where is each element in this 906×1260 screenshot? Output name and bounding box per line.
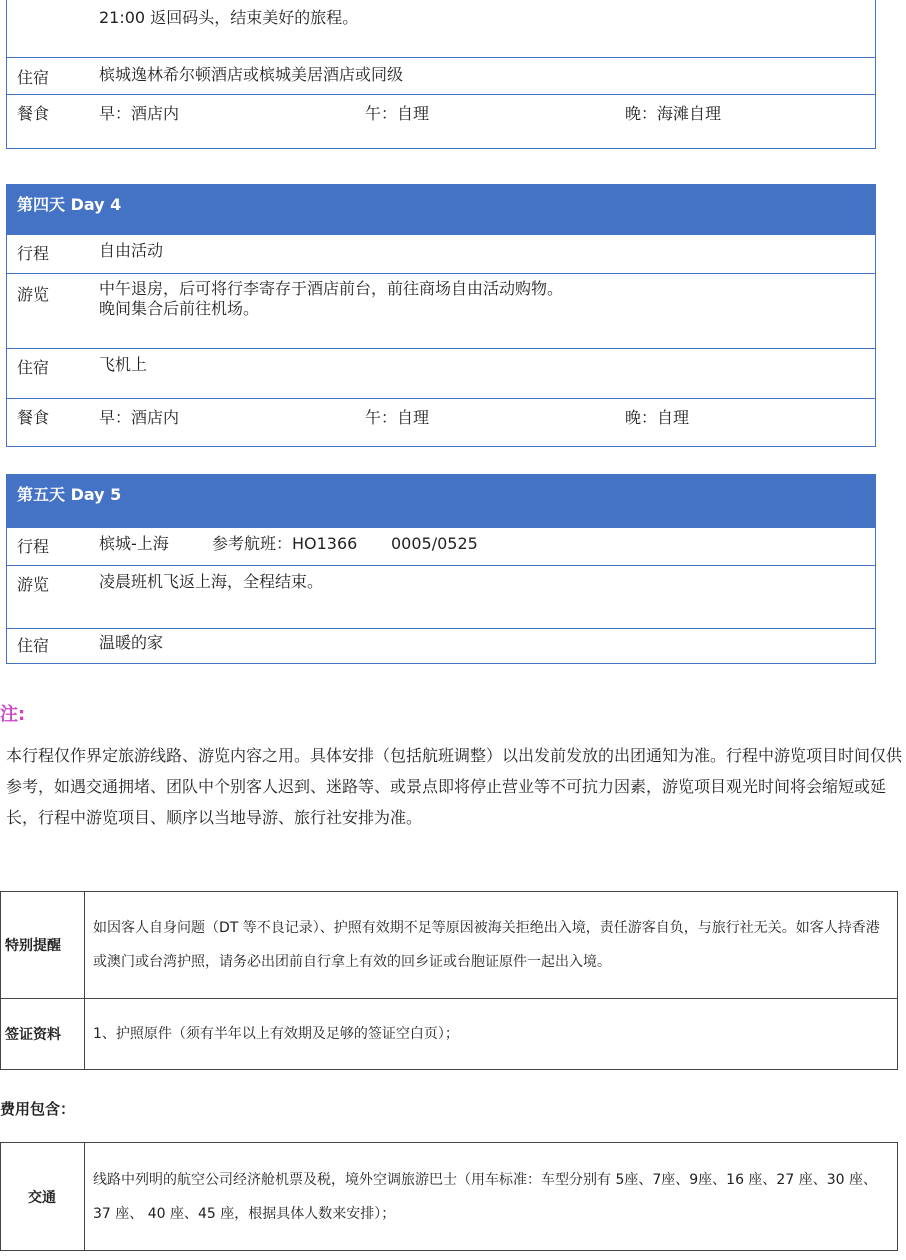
day4-tour-line2: 晚间集合后前往机场。 [99,299,260,318]
route-label: 行程 [17,537,50,556]
day4-hotel-row [7,348,875,398]
visa-label: 签证资料 [1,999,85,1070]
special-reminder-text: 如因客人自身问题（DT 等不良记录）、护照有效期不足等原因被海关拒绝出入境，责任游客自负，与旅行社无关。如客人持香港或澳门或台湾护照，请务必出团前自行拿上有效的回乡证或台胞证原件一起出入境。 [85,892,898,999]
note-title: 注: [0,704,26,725]
transport-text: 线路中列明的航空公司经济舱机票及税，境外空调旅游巴士（用车标准：车型分别有 5座、7座、9座、16 座、27 座、30 座、37 座、 40 座、45 座，根据具体人数来安排）； [85,1143,898,1251]
hotel-label: 住宿 [17,358,50,377]
day3-meal-row [7,94,875,149]
day4-meal-row [7,398,875,448]
day3-hotel-row [7,57,875,94]
day5-flight-label: 参考航班：HO1366 [212,534,358,553]
day4-tour-line1: 中午退房，后可将行李寄存于酒店前台，前往商场自由活动购物。 [99,279,564,298]
visa-text: 1、护照原件（须有半年以上有效期及足够的签证空白页）； [85,999,898,1070]
fees-table [0,1142,898,1251]
hotel-label: 住宿 [17,636,50,655]
day5-tour-row [7,565,875,628]
day5-flight-time: 0005/0525 [391,534,478,553]
hotel-label: 住宿 [17,68,50,87]
day5-hotel: 温暖的家 [99,633,164,652]
fees-title: 费用包含： [0,1100,76,1118]
day4-tour [99,279,563,319]
tour-label: 游览 [17,575,50,594]
meal-label: 餐食 [17,408,50,427]
day3-hotel: 槟城逸林希尔顿酒店或槟城美居酒店或同级 [99,65,404,84]
visa-row [1,999,898,1070]
day4-tour-row [7,273,875,348]
day4-table [6,184,876,447]
day4-title: 第四天 Day 4 [17,195,122,214]
special-reminder-row [1,892,898,999]
day4-dinner: 晚：自理 [625,408,690,427]
day3-activity: 21:00 返回码头，结束美好的旅程。 [99,8,359,27]
day4-header [7,185,875,235]
day4-hotel: 飞机上 [99,355,148,374]
day5-header [7,475,875,528]
day5-hotel-row [7,628,875,665]
day5-route-row [7,528,875,565]
note-text: 本行程仅作界定旅游线路、游览内容之用。具体安排（包括航班调整）以出发前发放的出团通知为准。行程中游览项目时间仅供参考，如遇交通拥堵、团队中个别客人迟到、迷路等、或景点即将停止营业等不可抗力因素，游览项目观光时间将会缩短或延长，行程中游览项目、顺序以当地导游、旅行社安排为准。 [6,746,903,827]
day5-route: 槟城-上海 [99,534,169,553]
day3-activity-row [7,0,875,57]
day4-route: 自由活动 [99,241,164,260]
day3-dinner: 晚：海滩自理 [625,104,722,123]
day5-title: 第五天 Day 5 [17,485,122,504]
reminders-table [0,891,898,1070]
transport-row [1,1143,898,1251]
day3-breakfast: 早：酒店内 [99,104,180,123]
route-label: 行程 [17,244,50,263]
special-reminder-label: 特别提醒 [1,892,85,999]
day4-lunch: 午：自理 [365,408,430,427]
tour-label: 游览 [17,285,50,304]
day5-table [6,474,876,664]
day3-lunch: 午：自理 [365,104,430,123]
meal-label: 餐食 [17,104,50,123]
day5-tour: 凌晨班机飞返上海，全程结束。 [99,572,324,591]
day3-table [6,0,876,149]
day4-breakfast: 早：酒店内 [99,408,180,427]
day4-route-row [7,235,875,273]
transport-label: 交通 [1,1143,85,1251]
